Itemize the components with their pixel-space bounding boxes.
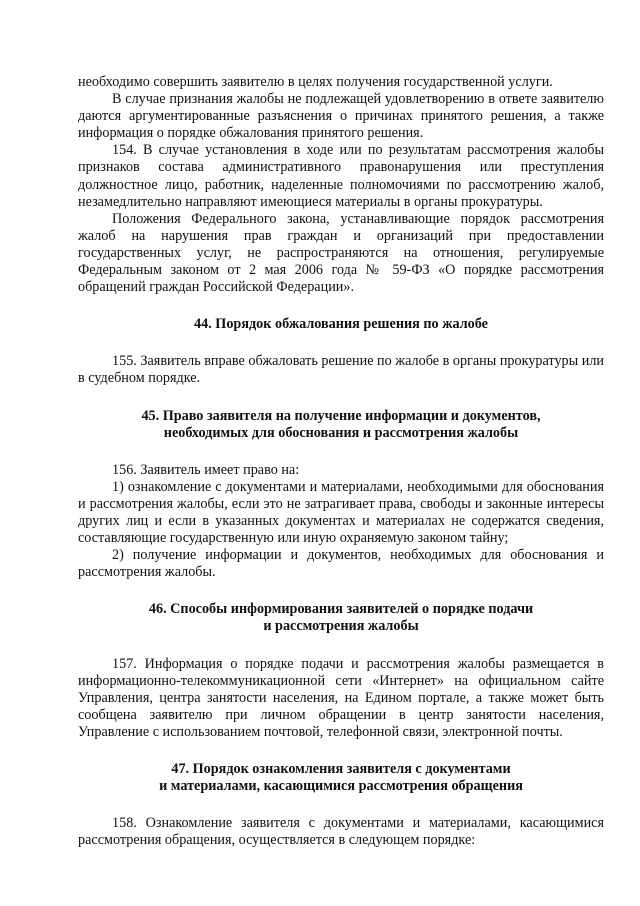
spacer <box>78 333 604 353</box>
spacer <box>78 636 604 656</box>
section-47-heading: 47. Порядок ознакомления заявителя с документами и материалами, касающимися рассмотрения обращения <box>159 761 523 795</box>
paragraph-158: 158. Ознакомление заявителя с документами и материалами, касающимися рассмотрения обращения, осуществляется в следующем порядке: <box>78 815 604 849</box>
spacer <box>78 388 604 408</box>
paragraph-refusal-explanation: В случае признания жалобы не подлежащей удовлетворению в ответе заявителю даются аргументированные разъяснения о причинах принятого решения, а также информация о порядке обжалования принятого решения. <box>78 91 604 142</box>
paragraph-156-item-1: 1) ознакомление с документами и материалами, необходимыми для обоснования и рассмотрения жалобы, если это не затрагивает права, свободы и законные интересы других лиц и если в указанных документах и материалах не содержатся сведения, составляющие государственную или иную охраняемую законом тайну; <box>78 478 604 547</box>
section-44-heading: 44. Порядок обжалования решения по жалобе <box>194 316 488 333</box>
spacer <box>78 581 604 601</box>
paragraph-155: 155. Заявитель вправе обжаловать решение по жалобе в органы прокуратуры или в судебном порядке. <box>78 353 604 387</box>
spacer <box>78 741 604 761</box>
section-46-heading: 46. Способы информирования заявителей о порядке подачи и рассмотрения жалобы <box>148 601 534 635</box>
paragraph-federal-law: Положения Федерального закона, устанавливающие порядок рассмотрения жалоб на нарушения прав граждан и организаций при предоставлении государственных услуг, не распространяются на отношения, регулируемые Федеральным законом от 2 мая 2006 года № 59-ФЗ «О порядке рассмотрения обращений граждан Российской Федерации». <box>78 210 604 296</box>
paragraph-156-item-2: 2) получение информации и документов, необходимых для обоснования и рассмотрения жалобы. <box>78 547 604 581</box>
paragraph-continuation: необходимо совершить заявителю в целях получения государственной услуги. <box>78 74 553 90</box>
paragraph-154: 154. В случае установления в ходе или по результатам рассмотрения жалобы признаков состава административного правонарушения или преступления должностное лицо, работник, наделенные полномочиями по рассмотрению жалоб, незамедлительно направляют имеющиеся материалы в органы прокуратуры. <box>78 142 604 210</box>
section-45-heading: 45. Право заявителя на получение информации и документов, необходимых для обоснования и рассмотрения жалобы <box>141 407 541 441</box>
spacer <box>78 296 604 316</box>
paragraph-157: 157. Информация о порядке подачи и рассмотрения жалобы размещается в информационно-телекоммуникационной сети «Интернет» на официальном сайте Управления, центра занятости населения, на Едином портале, а также может быть сообщена заявителю при личном обращении в центр занятости населения, Управление с использованием почтовой, телефонной связи, электронной почты. <box>78 655 604 740</box>
paragraph-156: 156. Заявитель имеет право на: <box>112 461 300 478</box>
spacer <box>78 795 604 815</box>
spacer <box>78 442 604 462</box>
